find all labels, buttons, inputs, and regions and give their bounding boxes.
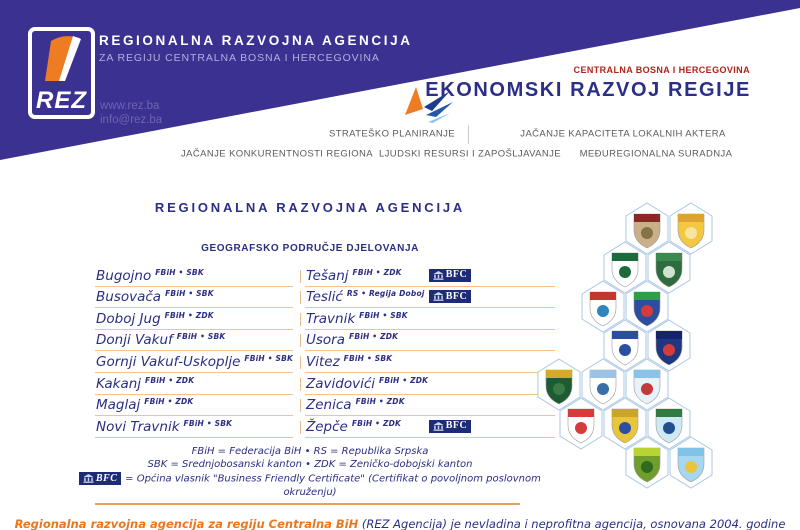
municipality-tags: FBiH • ZDK (145, 375, 195, 385)
municipality-tags: FBiH • ZDK (352, 267, 402, 277)
section-subtitle: GEOGRAFSKO PODRUČJE DJELOVANJA (201, 243, 419, 254)
municipality-name: Usora $^{FBiH • ZDK}$ (306, 332, 399, 349)
nav-item-ja-anje-konkurentnosti-regiona[interactable]: JAČANJE KONKURENTNOSTI REGIONA (181, 148, 373, 160)
bfc-badge-label: BFC (445, 269, 468, 281)
nav-item-ja-anje-kapaciteta-lokalnih-aktera[interactable]: JAČANJE KAPACITETA LOKALNIH AKTERA (520, 128, 726, 140)
municipality-name: Busovača $^{FBiH • SBK}$ (96, 289, 214, 306)
municipality-tags: FBiH • SBK (183, 418, 233, 428)
municipality-tags: FBiH • SBK (165, 289, 214, 299)
nav-item-ljudski-resursi-i-zapo-ljavanje[interactable]: LJUDSKI RESURSI I ZAPOŠLJAVANJE (378, 148, 562, 160)
rez-logo-text: REZ (36, 87, 87, 114)
org-name: REGIONALNA RAZVOJNA AGENCIJA (99, 33, 413, 48)
municipality-name: Žepče $^{FBiH • ZDK}$ (306, 418, 402, 435)
bfc-badge-label: BFC (445, 420, 468, 432)
municipality-name: Tešanj $^{FBiH • ZDK}$ (306, 267, 402, 284)
org-title-block (99, 33, 413, 64)
bfc-badge-label: BFC (95, 472, 118, 484)
legend-line-1: FBiH = Federacija BiH • RS = Republika Srpska (191, 446, 429, 457)
building-icon (433, 422, 444, 431)
municipality-row-bugojno (95, 265, 293, 287)
municipal-crest-15 (624, 436, 670, 489)
municipality-row-travnik (305, 308, 555, 330)
orange-divider (95, 503, 520, 505)
municipality-row-busova-a (95, 287, 293, 309)
municipality-name: Donji Vakuf $^{FBiH • SBK}$ (96, 332, 226, 349)
building-icon (433, 292, 444, 301)
bfc-badge (429, 290, 471, 303)
legend-line-bfc (60, 472, 560, 499)
bfc-badge (429, 420, 471, 433)
slogan-title: EKONOMSKI RAZVOJ REGIJE (425, 79, 751, 101)
footer-lead: Regionalna razvojna agencija za regiju Centralna BiH (14, 517, 359, 530)
rez-logo[interactable] (28, 27, 95, 119)
municipality-name: Novi Travnik $^{FBiH • SBK}$ (96, 418, 233, 435)
municipality-name: Kakanj $^{FBiH • ZDK}$ (96, 375, 195, 392)
municipality-tags: FBiH • ZDK (355, 397, 405, 407)
municipality-row-doboj-jug (95, 308, 293, 330)
municipality-row-donji-vakuf (95, 330, 293, 352)
region-label: CENTRALNA BOSNA I HERCEGOVINA (573, 65, 750, 75)
municipality-name: Zavidovići $^{FBiH • ZDK}$ (306, 375, 429, 392)
municipality-tags: RS • Regija Doboj (346, 289, 425, 299)
bfc-badge (429, 269, 471, 282)
municipality-column-left (95, 265, 293, 438)
municipality-row-novi-travnik (95, 416, 293, 438)
municipality-name: Gornji Vakuf-Uskoplje $^{FBiH • SBK}$ (96, 353, 294, 370)
municipal-crest-16 (668, 436, 714, 489)
building-icon (83, 474, 94, 483)
municipality-row-usora (305, 330, 555, 352)
municipality-column-right (305, 265, 555, 438)
municipality-row-te-anj (305, 265, 555, 287)
footer-note (0, 517, 800, 530)
municipality-tags: FBiH • ZDK (379, 375, 429, 385)
municipality-name: Bugojno $^{FBiH • SBK}$ (96, 267, 204, 284)
page-title: REGIONALNA RAZVOJNA AGENCIJA (154, 200, 466, 215)
building-icon (433, 271, 444, 280)
municipality-row-vitez (305, 351, 555, 373)
email-link[interactable]: info@rez.ba (100, 114, 163, 126)
municipality-row-kakanj (95, 373, 293, 395)
municipality-name: Zenica $^{FBiH • ZDK}$ (306, 397, 405, 414)
municipality-row-zavidovi-i (305, 373, 555, 395)
municipality-tags: FBiH • SBK (359, 310, 408, 320)
municipality-row-zenica (305, 395, 555, 417)
municipality-tags: FBiH • ZDK (351, 418, 402, 428)
bfc-badge (79, 472, 121, 485)
municipality-tags: FBiH • ZDK (349, 332, 399, 342)
municipal-crest-12 (558, 397, 604, 450)
nav-item-strate-ko-planiranje[interactable]: STRATEŠKO PLANIRANJE (328, 128, 456, 140)
contact-block (100, 99, 162, 127)
nav-item-me-uregionalna-suradnja[interactable]: MEĐUREGIONALNA SURADNJA (579, 148, 733, 160)
municipality-row-gornji-vakuf-uskoplje (95, 351, 293, 373)
municipality-row-tesli- (305, 287, 555, 309)
sails-logo-icon (403, 84, 455, 129)
legend-bfc-text: = Općina vlasnik "Business Friendly Certificate" (Certifikat o povoljnom poslovnom okruženju) (125, 473, 541, 498)
municipality-row-maglaj (95, 395, 293, 417)
municipality-name: Vitez $^{FBiH • SBK}$ (306, 353, 393, 370)
municipality-name: Doboj Jug $^{FBiH • ZDK}$ (96, 310, 214, 327)
municipality-name: Travnik $^{FBiH • SBK}$ (306, 310, 408, 327)
municipality-name: Teslić $^{RS • Regija Doboj}$ (306, 289, 425, 306)
website-link[interactable]: www.rez.ba (100, 100, 160, 112)
legend (60, 445, 560, 499)
municipality-tags: FBiH • ZDK (164, 310, 214, 320)
municipality-tags: FBiH • SBK (176, 332, 226, 342)
municipality-tags: FBiH • SBK (155, 267, 204, 277)
municipality-tags: FBiH • SBK (244, 353, 294, 363)
municipality-tags: FBiH • SBK (343, 353, 393, 363)
nav-divider (468, 125, 469, 144)
legend-line-2: SBK = Srednjobosanski kanton • ZDK = Zeničko-dobojski kanton (147, 459, 473, 470)
municipality-tags: FBiH • ZDK (144, 397, 194, 407)
municipality-name: Maglaj $^{FBiH • ZDK}$ (96, 397, 194, 414)
municipality-row--ep-e (305, 416, 555, 438)
org-subtitle: ZA REGIJU CENTRALNA BOSNA I HERCEGOVINA (99, 52, 380, 64)
footer-rest: (REZ Agencija) je nevladina i neprofitna agencija, osnovana 2004. godine (358, 517, 786, 530)
bfc-badge-label: BFC (445, 290, 468, 302)
